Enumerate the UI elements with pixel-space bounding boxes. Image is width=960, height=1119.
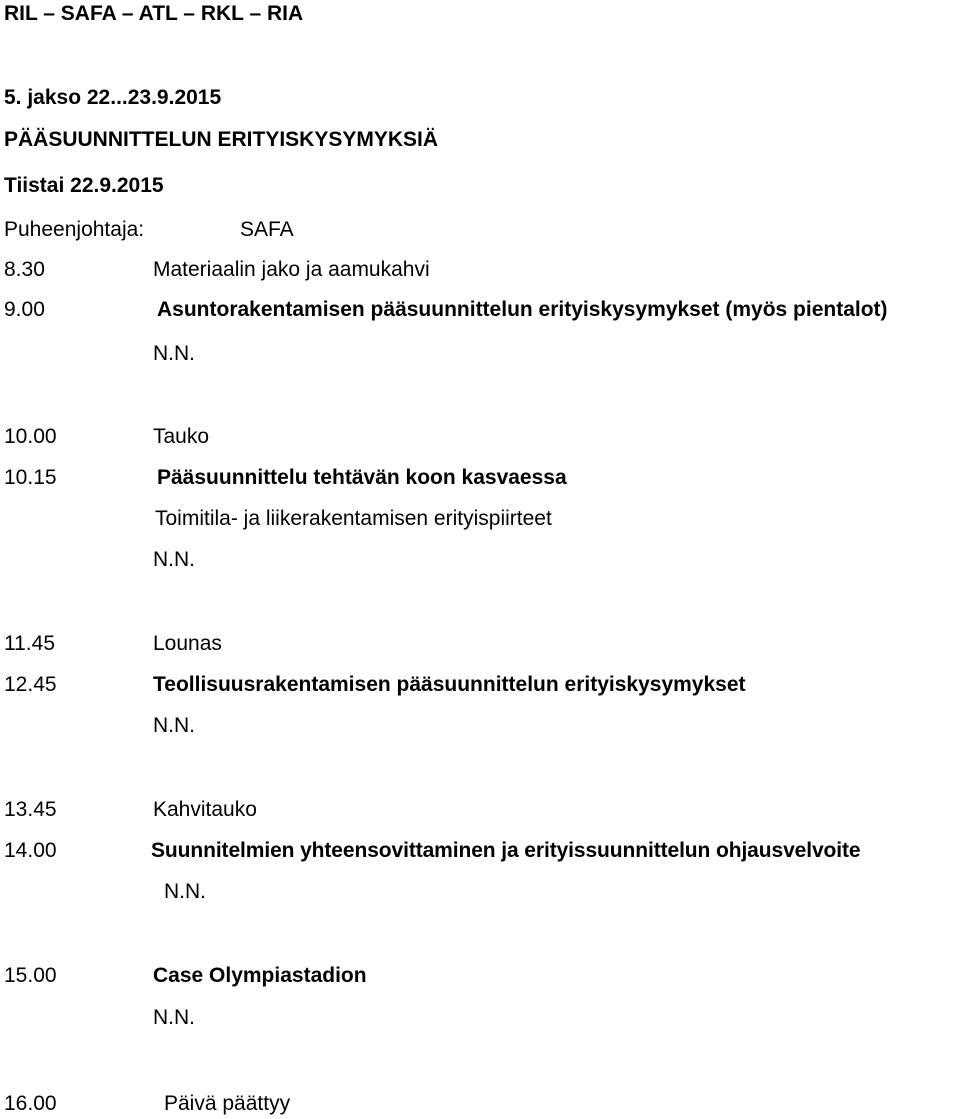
agenda-speaker: N.N. (153, 714, 195, 737)
agenda-title: Pääsuunnittelu tehtävän koon kasvaessa (157, 466, 567, 489)
agenda-title: Teollisuusrakentamisen pääsuunnittelun erityiskysymykset (153, 673, 746, 696)
agenda-time: 10.15 (4, 466, 57, 489)
agenda-time: 14.00 (4, 839, 57, 862)
agenda-title: Lounas (153, 632, 222, 655)
agenda-speaker: N.N. (153, 1006, 195, 1029)
agenda-time: 10.00 (4, 425, 57, 448)
chair-label: Puheenjohtaja: (4, 218, 145, 241)
agenda-speaker: N.N. (164, 880, 206, 903)
agenda-time: 16.00 (4, 1092, 57, 1115)
agenda-time: 15.00 (4, 964, 57, 987)
agenda-title: Asuntorakentamisen pääsuunnittelun erityiskysymykset (myös pientalot) (157, 298, 888, 321)
agenda-speaker: N.N. (153, 548, 195, 571)
agenda-title: Suunnitelmien yhteensovittaminen ja erityissuunnittelun ohjausvelvoite (151, 839, 861, 862)
agenda-time: 8.30 (4, 258, 45, 281)
agenda-time: 9.00 (4, 298, 45, 321)
page-title: PÄÄSUUNNITTELUN ERITYISKYSYMYKSIÄ (4, 128, 439, 151)
chair-value: SAFA (240, 218, 294, 241)
agenda-title: Päivä päättyy (164, 1092, 291, 1115)
agenda-title: Case Olympiastadion (153, 964, 367, 987)
agenda-title: Materiaalin jako ja aamukahvi (153, 258, 430, 281)
agenda-subtitle: Toimitila- ja liikerakentamisen erityispiirteet (155, 507, 552, 530)
session-heading: 5. jakso 22...23.9.2015 (4, 86, 222, 109)
agenda-time: 11.45 (4, 632, 55, 655)
agenda-speaker: N.N. (153, 342, 195, 365)
day-heading: Tiistai 22.9.2015 (4, 174, 164, 197)
agenda-time: 12.45 (4, 673, 57, 696)
agenda-title: Tauko (153, 425, 210, 448)
agenda-title: Kahvitauko (153, 798, 257, 821)
organizations-header: RIL – SAFA – ATL – RKL – RIA (4, 2, 304, 25)
agenda-time: 13.45 (4, 798, 57, 821)
